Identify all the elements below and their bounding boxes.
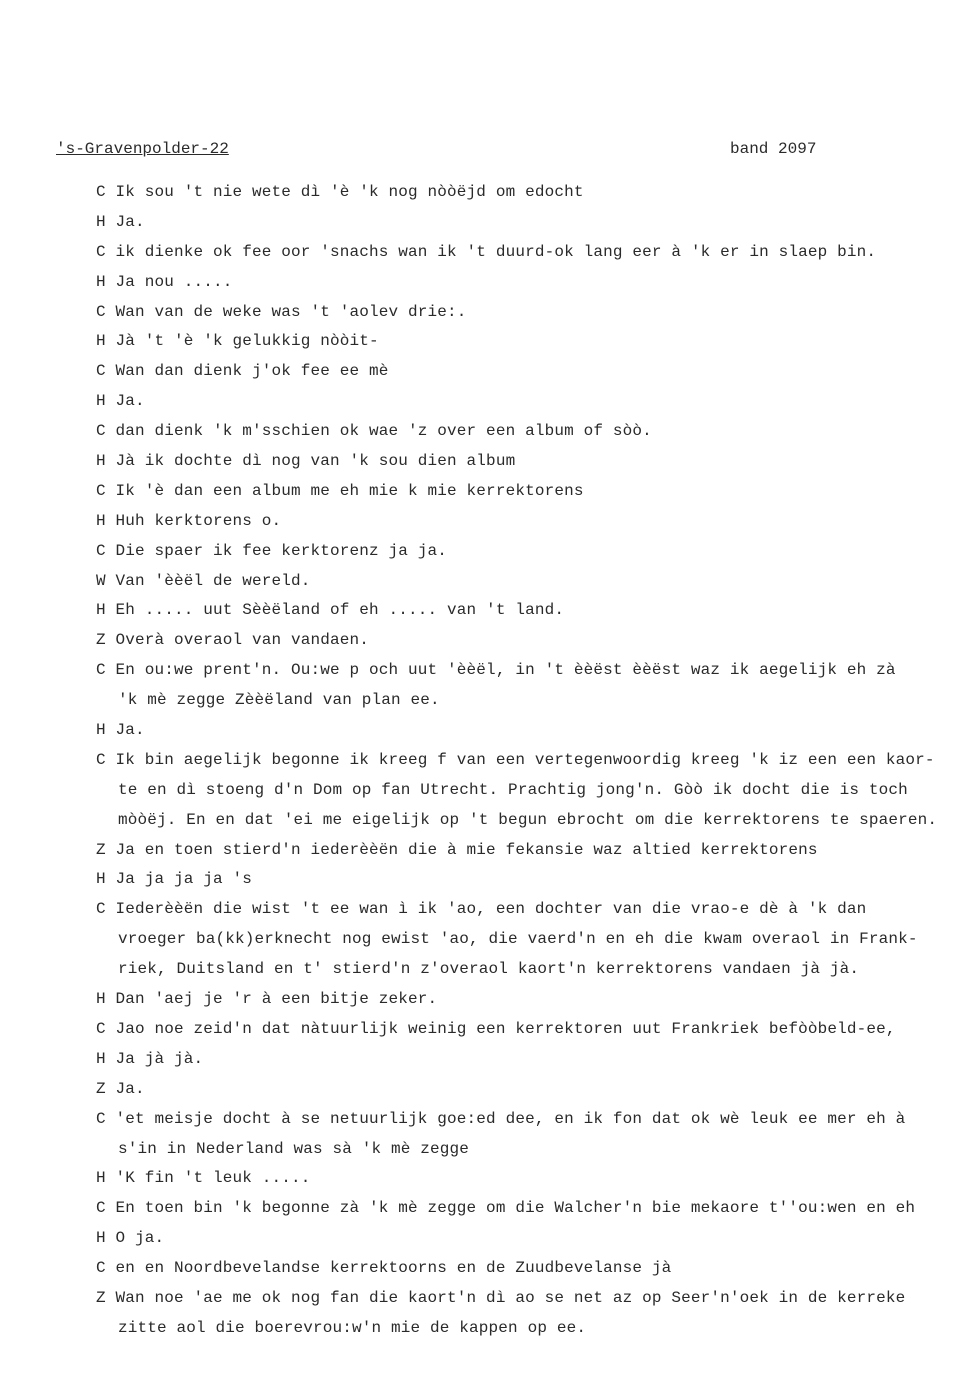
transcript-line: C Iederèèën die wist 't ee wan ì ik 'ao, een dochter van die vrao-e dè à 'k dan: [96, 900, 867, 919]
transcript-line: H 'K fin 't leuk .....: [96, 1169, 311, 1188]
transcript-continuation-line: zitte aol die boerevrou:w'n mie de kappen op ee.: [118, 1318, 587, 1337]
transcript-line: H Ja nou .....: [96, 272, 233, 291]
transcript-continuation-line: vroeger ba(kk)erknecht nog ewist 'ao, die vaerd'n en eh die kwam overaol in Frank-: [118, 930, 918, 949]
tape-number: band 2097: [730, 140, 817, 158]
transcript-continuation-line: mòòëj. En en dat 'ei me eigelijk op 't begun ebrocht om die kerrektorens te spaeren.: [118, 810, 938, 829]
transcript-continuation-line: riek, Duitsland en t' stierd'n z'overaol kaort'n kerrektorens vandaen jà jà.: [118, 960, 860, 979]
transcript-line: C 'et meisje docht à se netuurlijk goe:ed dee, en ik fon dat ok wè leuk ee mer eh à: [96, 1109, 906, 1128]
transcript-line: C ik dienke ok fee oor 'snachs wan ik 't duurd-ok lang eer à 'k er in slaep bin.: [96, 242, 877, 261]
transcript-line: H Jà 't 'è 'k gelukkig nòòit-: [96, 332, 379, 351]
transcript-line: C en en Noordbevelandse kerrektoorns en de Zuudbevelanse jà: [96, 1259, 672, 1278]
transcript-continuation-line: 'k mè zegge Zèèëland van plan ee.: [118, 691, 440, 710]
transcript-line: H Jà ik dochte dì nog van 'k sou dien album: [96, 452, 516, 471]
transcript-line: W Van 'èèël de wereld.: [96, 571, 311, 590]
transcript-line: C Ik bin aegelijk begonne ik kreeg f van een vertegenwoordig kreeg 'k iz een een kaor-: [96, 750, 935, 769]
transcript-body: [96, 178, 968, 1344]
transcript-line: H Eh ..... uut Sèèëland of eh ..... van 't land.: [96, 601, 565, 620]
transcript-line: H Ja jà jà.: [96, 1049, 204, 1068]
transcript-line: H Ja ja ja ja 's: [96, 870, 253, 889]
transcript-continuation-line: s'in in Nederland was sà 'k mè zegge: [118, 1139, 470, 1158]
transcript-line: H Ja.: [96, 721, 145, 740]
transcript-line: H Ja.: [96, 212, 145, 231]
transcript-line: Z Overà overaol van vandaen.: [96, 631, 370, 650]
transcript-line: C En ou:we prent'n. Ou:we p och uut 'èèël, in 't èèëst èèëst waz ik aegelijk eh zà: [96, 661, 896, 680]
transcript-line: C En toen bin 'k begonne zà 'k mè zegge om die Walcher'n bie mekaore t''ou:wen en eh: [96, 1199, 916, 1218]
transcript-line: H Ja.: [96, 392, 145, 411]
transcript-line: C Ik sou 't nie wete dì 'è 'k nog nòòëjd om edocht: [96, 183, 584, 201]
transcript-line: C Wan van de weke was 't 'aolev drie:.: [96, 302, 467, 321]
transcript-line: Z Wan noe 'ae me ok nog fan die kaort'n dì ao se net az op Seer'n'oek in de kerreke: [96, 1288, 906, 1307]
transcript-line: C dan dienk 'k m'sschien ok wae 'z over een album of sòò.: [96, 422, 652, 441]
transcript-line: Z Ja.: [96, 1079, 145, 1098]
location-code: 's-Gravenpolder-22: [56, 140, 229, 158]
transcript-line: C Ik 'è dan een album me eh mie k mie kerrektorens: [96, 481, 584, 500]
transcript-line: C Wan dan dienk j'ok fee ee mè: [96, 362, 389, 381]
transcript-line: H Huh kerktorens o.: [96, 511, 282, 530]
transcript-line: H Dan 'aej je 'r à een bitje zeker.: [96, 990, 438, 1009]
transcript-line: C Jao noe zeid'n dat nàtuurlijk weinig een kerrektoren uut Frankriek befòòbeld-ee,: [96, 1019, 896, 1038]
transcript-line: Z Ja en toen stierd'n iederèèën die à mie fekansie waz altied kerrektorens: [96, 840, 818, 859]
transcript-line: C Die spaer ik fee kerktorenz ja ja.: [96, 541, 448, 560]
transcript-line: H O ja.: [96, 1229, 165, 1248]
transcript-continuation-line: te en dì stoeng d'n Dom op fan Utrecht. Prachtig jong'n. Gòò ik docht die is toch: [118, 780, 908, 799]
